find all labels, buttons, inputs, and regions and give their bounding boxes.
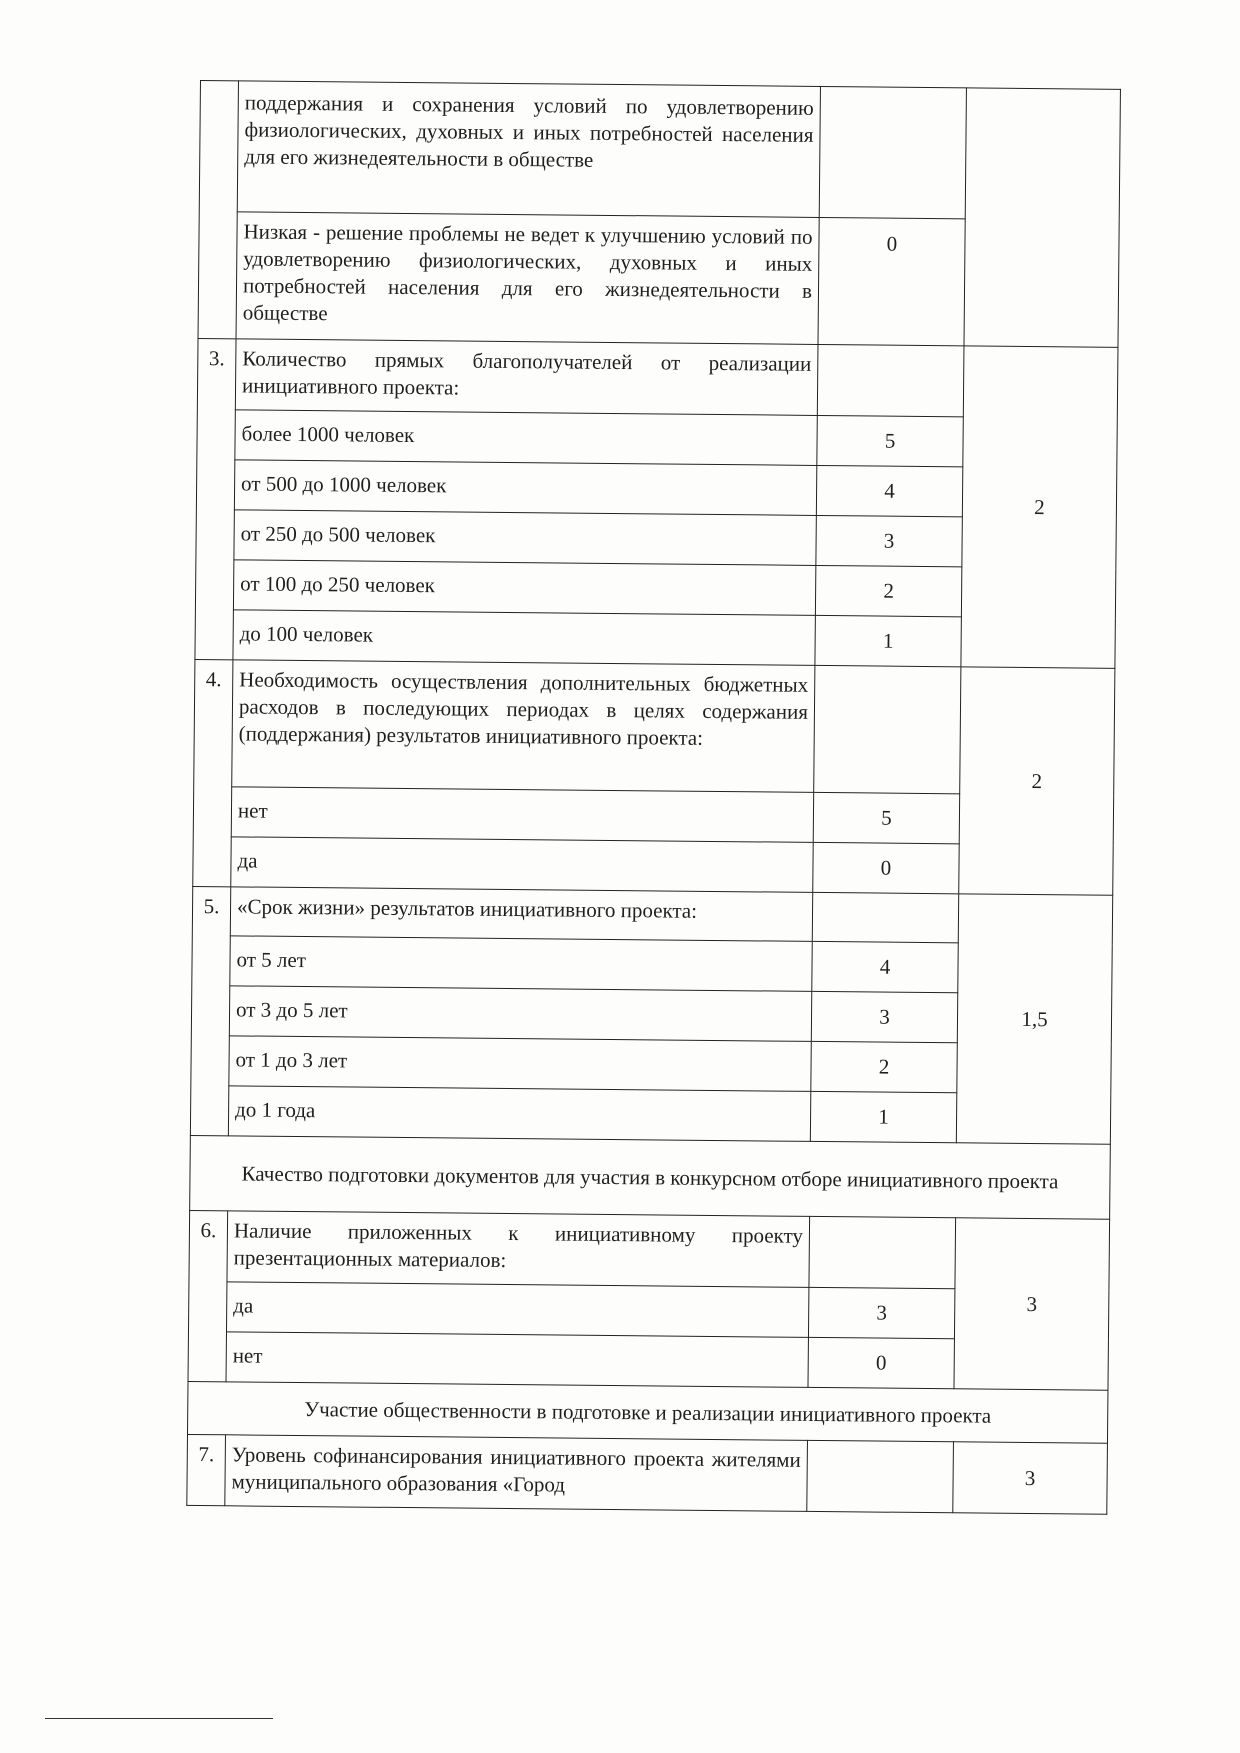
score-cell (817, 344, 964, 416)
weight-cell (964, 88, 1120, 347)
score-cell (807, 1440, 954, 1512)
score-value: 4 (812, 941, 958, 992)
score-cell (819, 86, 966, 218)
option-label: нет (231, 787, 813, 843)
table-row (187, 1434, 1108, 1514)
score-value: 0 (813, 842, 959, 893)
score-value: 3 (808, 1287, 954, 1338)
section-heading: Участие общественности в подготовке и реализации инициативного проекта (187, 1381, 1107, 1443)
table-row (187, 1381, 1107, 1443)
option-label: от 1 до 3 лет (229, 1036, 811, 1092)
criterion-title: Количество прямых благополучателей от реализации инициативного проекта: (235, 339, 818, 416)
criterion-number: 4. (193, 659, 233, 886)
option-label: более 1000 человек (235, 410, 817, 466)
score-value: 5 (817, 415, 963, 466)
score-value: 4 (816, 465, 962, 516)
option-label: нет (226, 1332, 808, 1388)
table-row (192, 886, 1112, 944)
score-value: 0 (808, 1337, 954, 1388)
option-label: до 1 года (228, 1086, 810, 1142)
criterion-number-cell (198, 81, 238, 339)
criterion-title: Необходимость осуществления дополнительных бюджетных расходов в последующих периодах в целях содержания (поддержания) результатов инициативного проекта: (232, 660, 815, 793)
score-value: 1 (815, 615, 961, 666)
criterion-title: Наличие приложенных к инициативному проекту презентационных материалов: (227, 1211, 810, 1288)
option-label: от 5 лет (230, 936, 812, 992)
option-label: от 250 до 500 человек (234, 510, 816, 566)
score-value: 0 (818, 217, 965, 345)
score-cell (812, 892, 958, 942)
weight-value: 2 (959, 667, 1115, 895)
weight-value: 2 (961, 346, 1118, 668)
score-value: 2 (811, 1041, 957, 1092)
criterion-text: поддержания и сохранения условий по удовлетворению физиологических, духовных и иных потребностей населения для его жизнедеятельности в обществе (237, 81, 820, 218)
criteria-table (186, 80, 1121, 1515)
criterion-number: 6. (188, 1210, 228, 1381)
criterion-title: «Срок жизни» результатов инициативного проекта: (230, 887, 812, 942)
criterion-text: Низкая - решение проблемы не ведет к улучшению условий по удовлетворению физиологических, духовных и иных потребностей населения для его жизнедеятельности в обществе (236, 212, 819, 345)
option-label: до 100 человек (233, 610, 815, 666)
section-heading: Качество подготовки документов для участия в конкурсном отборе инициативного проекта (190, 1135, 1111, 1219)
weight-value: 3 (953, 1442, 1108, 1514)
table-row (197, 338, 1118, 418)
weight-value: 3 (954, 1218, 1110, 1390)
table-row (190, 1135, 1111, 1219)
score-value: 2 (815, 565, 961, 616)
criterion-number: 3. (195, 338, 236, 659)
table-row (189, 1210, 1110, 1290)
criterion-title: Уровень софинансирования инициативного проекта жителями муниципального образования «Город (225, 1435, 808, 1512)
option-label: да (226, 1282, 808, 1338)
score-value: 5 (813, 792, 959, 843)
footnote-divider (45, 1718, 273, 1719)
score-value: 3 (811, 991, 957, 1042)
option-label: от 500 до 1000 человек (234, 460, 816, 516)
weight-value: 1,5 (956, 894, 1112, 1144)
option-label: от 3 до 5 лет (229, 986, 811, 1042)
score-value: 3 (816, 515, 962, 566)
criterion-number: 7. (187, 1434, 226, 1505)
score-cell (809, 1216, 956, 1288)
option-label: от 100 до 250 человек (233, 560, 815, 616)
table-row (194, 659, 1115, 795)
criterion-number: 5. (190, 886, 230, 1135)
option-label: да (231, 837, 813, 893)
score-value: 1 (810, 1091, 956, 1142)
score-cell (814, 665, 961, 793)
table-row (199, 81, 1120, 221)
